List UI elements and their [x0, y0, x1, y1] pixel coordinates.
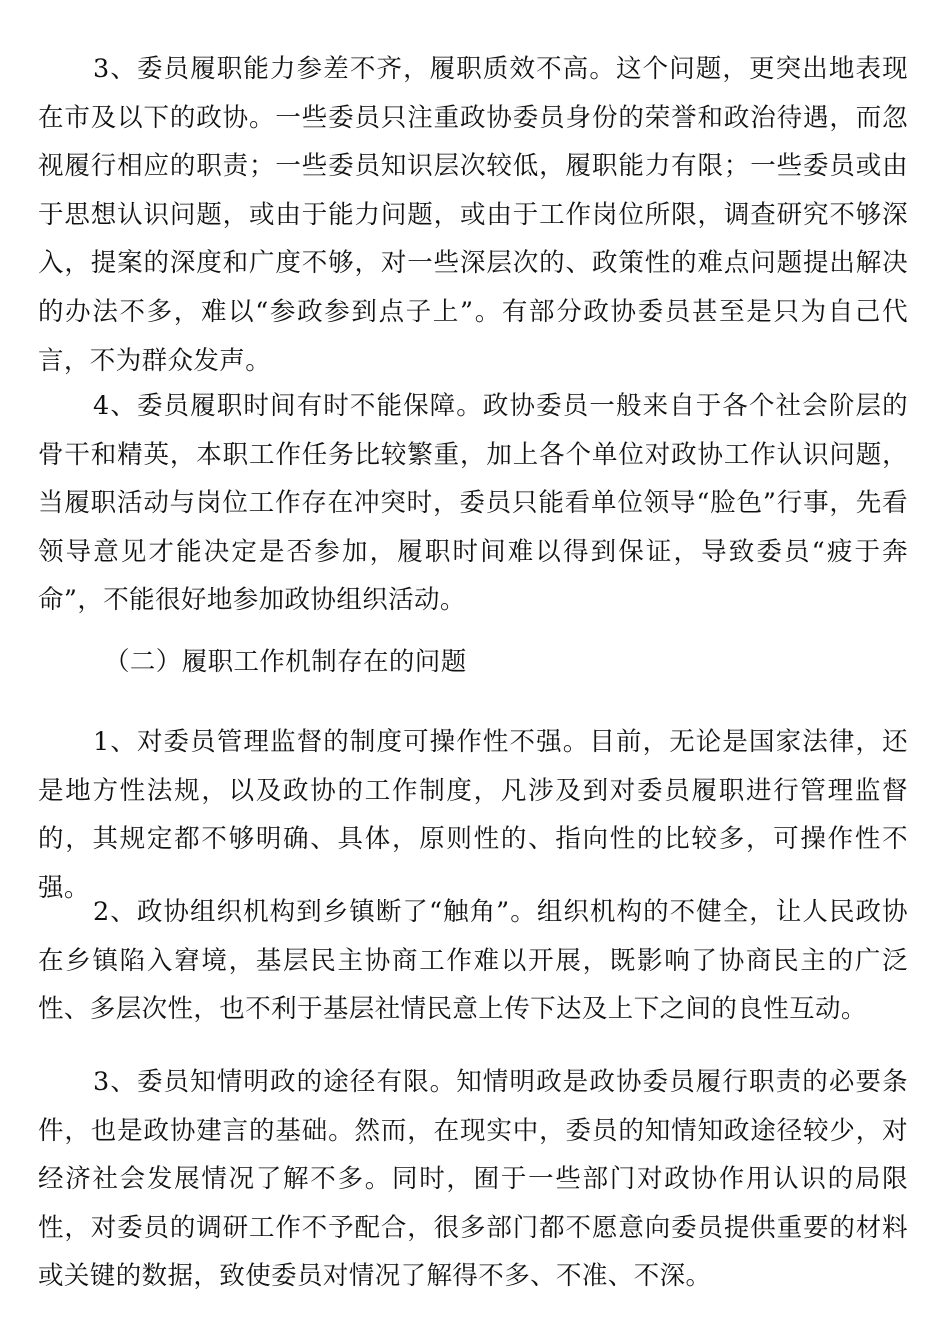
paragraph-information-access: 3、委员知情明政的途径有限。知情明政是政协委员履行职责的必要条件，也是政协建言的基础。然而，在现实中，委员的知情知政途径较少，对经济社会发展情况了解不多。同时，囿于一些部门对政协作用认识的局限性，对委员的调研工作不予配合，很多部门都不愿意向委员提供重要的材料或关键的数据，致使委员对情况了解得不多、不准、不深。: [38, 1067, 908, 1292]
section-heading-mechanism: （二）履职工作机制存在的问题: [104, 647, 467, 677]
paragraph-member-capability: 3、委员履职能力参差不齐，履职质效不高。这个问题，更突出地表现在市及以下的政协。一些委员只注重政协委员身份的荣誉和政治待遇，而忽视履行相应的职责；一些委员知识层次较低，履职能力有限；一些委员或由于思想认识问题，或由于能力问题，或由于工作岗位所限，调查研究不够深入，提案的深度和广度不够，对一些深层次的、政策性的难点问题提出解决的办法不多，难以“参政参到点子上”。有部分政协委员甚至是只为自己代言，不为群众发声。: [38, 54, 908, 376]
paragraph-township-organization: 2、政协组织机构到乡镇断了“触角”。组织机构的不健全，让人民政协在乡镇陷入窘境，基层民主协商工作难以开展，既影响了协商民主的广泛性、多层次性，也不利于基层社情民意上传下达及上下之间的良性互动。: [38, 897, 908, 1025]
paragraph-member-time: 4、委员履职时间有时不能保障。政协委员一般来自于各个社会阶层的骨干和精英，本职工作任务比较繁重，加上各个单位对政协工作认识问题，当履职活动与岗位工作存在冲突时，委员只能看单位领导“脸色”行事，先看领导意见才能决定是否参加，履职时间难以得到保证，导致委员“疲于奔命”，不能很好地参加政协组织活动。: [38, 391, 908, 616]
paragraph-supervision-system: 1、对委员管理监督的制度可操作性不强。目前，无论是国家法律，还是地方性法规，以及政协的工作制度，凡涉及到对委员履职进行管理监督的，其规定都不够明确、具体，原则性的、指向性的比较多，可操作性不强。: [38, 727, 908, 903]
